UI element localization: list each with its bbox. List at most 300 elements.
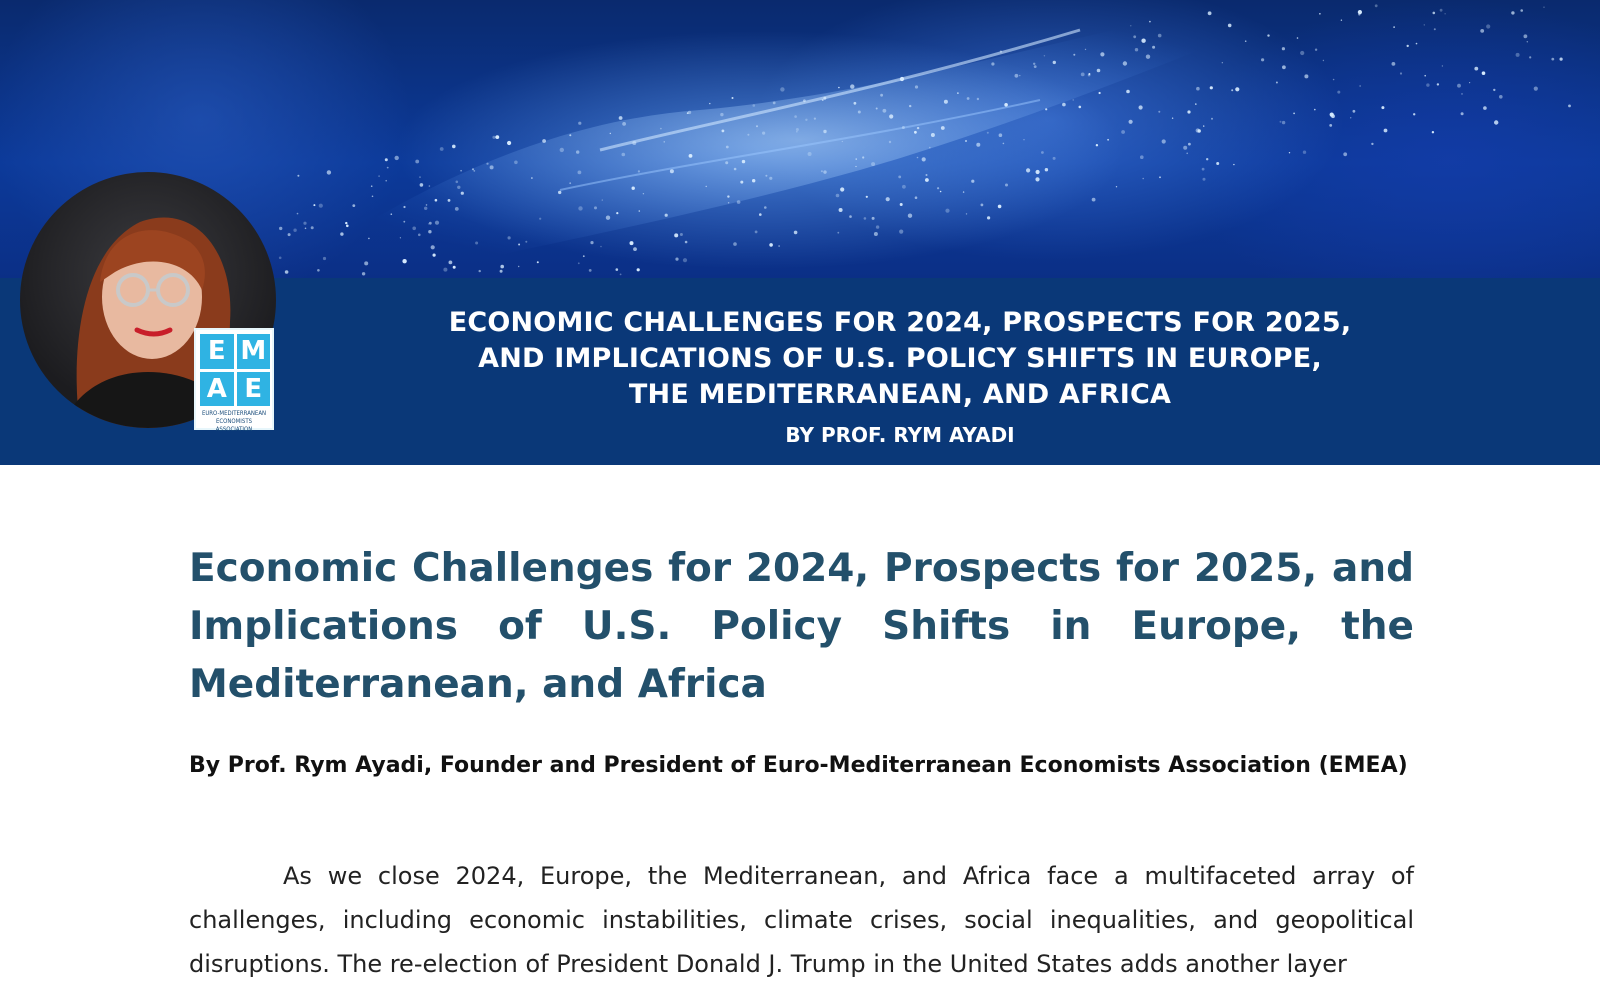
sparkle-particle xyxy=(1005,184,1008,187)
sparkle-particle xyxy=(1276,82,1278,84)
sparkle-particle xyxy=(874,232,878,236)
sparkle-particle xyxy=(606,216,610,220)
sparkle-particle xyxy=(1282,65,1286,69)
sparkle-particle xyxy=(728,202,729,203)
sparkle-particle xyxy=(610,133,611,134)
logo-letter: M xyxy=(237,334,271,369)
sparkle-particle xyxy=(1196,87,1200,91)
sparkle-particle xyxy=(418,234,421,237)
sparkle-particle xyxy=(500,270,503,273)
sparkle-particle xyxy=(898,176,901,179)
sparkle-particle xyxy=(963,191,964,192)
sparkle-particle xyxy=(452,145,456,149)
sparkle-particle xyxy=(507,141,511,145)
sparkle-particle xyxy=(900,77,904,81)
sparkle-particle xyxy=(400,237,401,238)
sparkle-particle xyxy=(742,160,745,163)
sparkle-particle xyxy=(929,147,931,149)
sparkle-particle xyxy=(1123,61,1127,65)
sparkle-particle xyxy=(899,230,903,234)
sparkle-particle xyxy=(1392,62,1396,66)
article-paragraph: As we close 2024, Europe, the Mediterranean, and Africa face a multifaceted array of challenges, including economic instabilities, climate crises, social inequalities, and geopolitical disruptions. The re-election of President Donald J. Trump in the United States adds another layer xyxy=(189,862,1414,978)
sparkle-particle xyxy=(808,152,812,156)
sparkle-particle xyxy=(689,154,693,158)
sparkle-particle xyxy=(1304,74,1308,78)
sparkle-particle xyxy=(576,150,579,153)
sparkle-particle xyxy=(945,209,949,213)
sparkle-particle xyxy=(889,114,893,118)
sparkle-particle xyxy=(1159,176,1161,178)
sparkle-particle xyxy=(764,206,767,209)
sparkle-particle xyxy=(1529,56,1531,58)
sparkle-particle xyxy=(940,191,942,193)
sparkle-particle xyxy=(1261,58,1264,61)
sparkle-particle xyxy=(762,132,765,135)
sparkle-particle xyxy=(987,132,989,134)
sparkle-particle xyxy=(303,222,306,225)
sparkle-particle xyxy=(460,170,462,172)
sparkle-particle xyxy=(1341,20,1342,21)
sparkle-particle xyxy=(937,187,939,189)
sparkle-particle xyxy=(1534,87,1538,91)
sparkle-particle xyxy=(537,261,539,263)
sparkle-particle xyxy=(854,102,857,105)
sparkle-particle xyxy=(1033,63,1035,65)
sparkle-particle xyxy=(734,168,737,171)
sparkle-particle xyxy=(999,133,1003,137)
sparkle-particle xyxy=(1129,120,1133,124)
sparkle-particle xyxy=(1186,153,1188,155)
sparkle-particle xyxy=(1121,130,1125,134)
sparkle-particle xyxy=(1228,24,1232,28)
sparkle-particle xyxy=(1267,34,1269,36)
sparkle-particle xyxy=(759,213,762,216)
sparkle-particle xyxy=(1130,25,1131,26)
sparkle-particle xyxy=(385,158,388,161)
banner-title-line: ECONOMIC CHALLENGES FOR 2024, PROSPECTS FOR 2025, xyxy=(448,307,1352,338)
sparkle-particle xyxy=(1337,91,1340,94)
sparkle-particle xyxy=(279,257,282,260)
sparkle-particle xyxy=(412,227,416,231)
sparkle-particle xyxy=(391,213,393,215)
sparkle-particle xyxy=(1445,13,1446,14)
sparkle-particle xyxy=(917,127,919,129)
sparkle-particle xyxy=(633,247,637,251)
sparkle-particle xyxy=(443,268,447,272)
sparkle-particle xyxy=(709,103,710,104)
sparkle-particle xyxy=(569,134,571,136)
sparkle-particle xyxy=(915,85,918,88)
sparkle-particle xyxy=(518,266,519,267)
sparkle-particle xyxy=(1062,103,1066,107)
sparkle-particle xyxy=(594,206,597,209)
sparkle-particle xyxy=(600,246,602,248)
sparkle-particle xyxy=(1543,7,1544,8)
sparkle-particle xyxy=(1315,49,1317,51)
sparkle-particle xyxy=(415,160,419,164)
sparkle-particle xyxy=(917,157,919,159)
sparkle-particle xyxy=(1235,87,1239,91)
sparkle-particle xyxy=(1297,37,1299,39)
sparkle-particle xyxy=(1416,43,1418,45)
sparkle-particle xyxy=(1195,103,1197,105)
sparkle-particle xyxy=(589,269,592,272)
sparkle-particle xyxy=(479,270,481,272)
sparkle-particle xyxy=(1158,111,1160,113)
sparkle-particle xyxy=(850,84,854,88)
sparkle-particle xyxy=(440,147,444,151)
sparkle-particle xyxy=(362,272,365,275)
sparkle-particle xyxy=(1426,83,1429,86)
sparkle-particle xyxy=(665,214,668,217)
sparkle-particle xyxy=(340,232,343,235)
sparkle-particle xyxy=(803,99,806,102)
sparkle-particle xyxy=(914,131,917,134)
sparkle-particle xyxy=(455,207,459,211)
sparkle-particle xyxy=(796,131,797,132)
sparkle-particle xyxy=(1211,118,1213,120)
sparkle-particle xyxy=(616,212,618,214)
sparkle-particle xyxy=(395,156,399,160)
sparkle-particle xyxy=(431,245,435,249)
sparkle-particle xyxy=(1140,155,1144,159)
sparkle-particle xyxy=(765,175,767,177)
sparkle-particle xyxy=(288,233,291,236)
sparkle-particle xyxy=(323,257,326,260)
sparkle-particle xyxy=(448,199,451,202)
sparkle-particle xyxy=(1152,46,1155,49)
sparkle-particle xyxy=(769,177,772,180)
sparkle-particle xyxy=(1333,79,1335,81)
sparkle-particle xyxy=(372,196,374,198)
sparkle-particle xyxy=(456,181,459,184)
sparkle-particle xyxy=(620,274,622,276)
sparkle-particle xyxy=(688,111,691,114)
sparkle-particle xyxy=(1073,54,1075,56)
sparkle-particle xyxy=(1323,60,1324,61)
sparkle-particle xyxy=(426,204,428,206)
logo-caption: EURO-MEDITERRANEAN ECONOMISTS ASSOCIATION xyxy=(201,410,267,433)
sparkle-particle xyxy=(1432,131,1434,133)
sparkle-particle xyxy=(1216,162,1219,165)
sparkle-particle xyxy=(902,185,906,189)
sparkle-particle xyxy=(578,262,580,264)
sparkle-particle xyxy=(371,185,373,187)
sparkle-particle xyxy=(1433,12,1436,15)
sparkle-particle xyxy=(1442,65,1443,66)
sparkle-particle xyxy=(871,162,875,166)
sparkle-particle xyxy=(902,126,905,129)
sparkle-particle xyxy=(1100,52,1104,56)
sparkle-particle xyxy=(966,213,967,214)
sparkle-particle xyxy=(1551,58,1554,61)
sparkle-particle xyxy=(1384,129,1388,133)
sparkle-particle xyxy=(977,98,979,100)
sparkle-particle xyxy=(1520,9,1523,12)
sparkle-particle xyxy=(858,111,861,114)
sparkle-particle xyxy=(1440,9,1443,12)
sparkle-particle xyxy=(319,204,323,208)
sparkle-particle xyxy=(643,193,644,194)
sparkle-particle xyxy=(805,119,807,121)
article-title: Economic Challenges for 2024, Prospects for 2025, and Implications of U.S. Policy Shifts in Europe, the Mediterranean, and Africa xyxy=(189,546,1414,707)
sparkle-particle xyxy=(1469,82,1470,83)
sparkle-particle xyxy=(849,215,852,218)
sparkle-particle xyxy=(1330,113,1334,117)
sparkle-particle xyxy=(922,157,926,161)
sparkle-particle xyxy=(1289,152,1290,153)
logo-letter: E xyxy=(237,372,271,407)
sparkle-particle xyxy=(732,97,734,99)
sparkle-particle xyxy=(839,208,843,212)
sparkle-particle xyxy=(435,199,438,202)
sparkle-particle xyxy=(622,153,626,157)
sparkle-particle xyxy=(385,180,387,182)
sparkle-particle xyxy=(490,165,494,169)
banner-title-line: THE MEDITERRANEAN, AND AFRICA xyxy=(628,379,1172,410)
sparkle-particle xyxy=(317,269,320,272)
sparkle-particle xyxy=(578,122,581,125)
sparkle-particle xyxy=(495,135,499,139)
sparkle-particle xyxy=(1088,74,1091,77)
sparkle-particle xyxy=(569,182,571,184)
sparkle-particle xyxy=(1375,4,1378,7)
sparkle-particle xyxy=(1044,55,1045,56)
emea-logo xyxy=(194,328,274,433)
sparkle-particle xyxy=(1413,113,1415,115)
sparkle-particle xyxy=(965,140,967,142)
sparkle-particle xyxy=(737,200,741,204)
sparkle-particle xyxy=(1019,75,1020,76)
sparkle-particle xyxy=(1343,152,1347,156)
sparkle-particle xyxy=(1196,128,1200,132)
sparkle-particle xyxy=(632,187,635,190)
sparkle-particle xyxy=(345,222,347,224)
sparkle-particle xyxy=(1139,105,1143,109)
sparkle-particle xyxy=(1381,106,1384,109)
article-byline: By Prof. Rym Ayadi, Founder and President of Euro-Mediterranean Economists Association (EMEA) xyxy=(189,753,1408,778)
sparkle-particle xyxy=(866,196,868,198)
sparkle-particle xyxy=(900,203,903,206)
sparkle-particle xyxy=(753,104,756,107)
sparkle-particle xyxy=(518,244,520,246)
sparkle-particle xyxy=(1314,109,1316,111)
sparkle-particle xyxy=(1486,24,1490,28)
sparkle-particle xyxy=(346,225,349,228)
sparkle-particle xyxy=(1023,139,1024,140)
sparkle-particle xyxy=(864,217,867,220)
sparkle-particle xyxy=(305,228,307,230)
sparkle-particle xyxy=(560,148,564,152)
sparkle-particle xyxy=(794,231,798,235)
sparkle-particle xyxy=(1400,72,1402,74)
sparkle-particle xyxy=(1183,146,1187,150)
sparkle-particle xyxy=(967,97,970,100)
sparkle-particle xyxy=(1097,69,1101,73)
sparkle-particle xyxy=(638,170,640,172)
sparkle-particle xyxy=(1300,51,1304,55)
sparkle-particle xyxy=(1081,73,1085,77)
sparkle-particle xyxy=(915,196,918,199)
sparkle-particle xyxy=(1208,11,1212,15)
sparkle-particle xyxy=(876,108,878,110)
sparkle-particle xyxy=(674,233,678,237)
sparkle-particle xyxy=(1035,177,1039,181)
sparkle-particle xyxy=(670,169,674,173)
sparkle-particle xyxy=(424,207,427,210)
sparkle-particle xyxy=(428,230,431,233)
sparkle-particle xyxy=(726,146,729,149)
sparkle-particle xyxy=(1483,106,1487,110)
sparkle-particle xyxy=(821,170,823,172)
banner-title xyxy=(300,305,1500,455)
sparkle-particle xyxy=(1494,120,1498,124)
sparkle-particle xyxy=(840,187,844,191)
sparkle-particle xyxy=(578,171,582,175)
sparkle-particle xyxy=(1133,35,1136,38)
sparkle-particle xyxy=(578,206,582,210)
sparkle-particle xyxy=(279,227,282,230)
sparkle-particle xyxy=(1036,170,1040,174)
sparkle-particle xyxy=(1172,118,1173,119)
sparkle-particle xyxy=(539,218,541,220)
sparkle-particle xyxy=(1004,103,1008,107)
sparkle-particle xyxy=(1053,61,1056,64)
sparkle-particle xyxy=(664,141,665,142)
sparkle-particle xyxy=(352,204,355,207)
banner-title-line: AND IMPLICATIONS OF U.S. POLICY SHIFTS IN EUROPE, xyxy=(478,343,1322,374)
sparkle-particle xyxy=(823,170,826,173)
sparkle-particle xyxy=(297,175,299,177)
banner-byline: BY PROF. RYM AYADI xyxy=(785,423,1015,447)
sparkle-particle xyxy=(1141,39,1145,43)
sparkle-particle xyxy=(475,242,478,245)
sparkle-particle xyxy=(1096,144,1098,146)
sparkle-particle xyxy=(419,176,421,178)
sparkle-particle xyxy=(542,139,546,143)
sparkle-particle xyxy=(1187,110,1190,113)
sparkle-particle xyxy=(1092,198,1096,202)
sparkle-particle xyxy=(1188,143,1191,146)
sparkle-particle xyxy=(1516,53,1520,57)
sparkle-particle xyxy=(1560,58,1563,61)
sparkle-particle xyxy=(639,210,641,212)
sparkle-particle xyxy=(931,133,935,137)
sparkle-particle xyxy=(472,168,474,170)
sparkle-particle xyxy=(908,214,912,218)
sparkle-particle xyxy=(1358,10,1362,14)
sparkle-particle xyxy=(461,192,464,195)
sparkle-particle xyxy=(630,241,634,245)
sparkle-particle xyxy=(285,270,289,274)
sparkle-particle xyxy=(862,156,864,158)
sparkle-particle xyxy=(1511,11,1514,14)
sparkle-particle xyxy=(1424,75,1426,77)
sparkle-particle xyxy=(622,122,626,126)
sparkle-particle xyxy=(1045,108,1047,110)
header-banner xyxy=(0,0,1600,465)
sparkle-particle xyxy=(1162,139,1166,143)
sparkle-particle xyxy=(1203,125,1204,126)
sparkle-particle xyxy=(1499,95,1503,99)
sparkle-particle xyxy=(632,141,636,145)
sparkle-particle xyxy=(876,225,879,228)
sparkle-particle xyxy=(364,261,368,265)
sparkle-particle xyxy=(1073,99,1074,100)
sparkle-particle xyxy=(1371,143,1373,145)
sparkle-particle xyxy=(449,261,453,265)
sparkle-particle xyxy=(773,102,776,105)
sparkle-particle xyxy=(1568,105,1571,108)
sparkle-particle xyxy=(616,268,619,271)
sparkle-particle xyxy=(1493,89,1495,91)
sparkle-particle xyxy=(976,143,980,147)
sparkle-particle xyxy=(822,99,824,101)
sparkle-particle xyxy=(836,194,840,198)
sparkle-particle xyxy=(971,180,974,183)
sparkle-particle xyxy=(429,185,431,187)
logo-letter: A xyxy=(200,372,234,407)
sparkle-particle xyxy=(1353,110,1356,113)
sparkle-particle xyxy=(525,241,527,243)
sparkle-particle xyxy=(1407,45,1409,47)
sparkle-particle xyxy=(837,232,839,234)
sparkle-particle xyxy=(1524,34,1528,38)
sparkle-particle xyxy=(926,174,928,176)
sparkle-particle xyxy=(1045,168,1048,171)
sparkle-particle xyxy=(1350,117,1351,118)
sparkle-particle xyxy=(1135,48,1138,51)
sparkle-particle xyxy=(378,175,380,177)
article xyxy=(189,540,1414,986)
sparkle-particle xyxy=(1282,121,1285,124)
sparkle-particle xyxy=(1293,113,1295,115)
sparkle-particle xyxy=(558,191,561,194)
sparkle-particle xyxy=(778,245,780,247)
sparkle-particle xyxy=(769,243,773,247)
sparkle-particle xyxy=(842,141,843,142)
sparkle-particle xyxy=(720,113,723,116)
sparkle-particle xyxy=(583,255,585,257)
sparkle-particle xyxy=(1527,41,1528,42)
sparkle-particle xyxy=(402,259,406,263)
sparkle-particle xyxy=(327,170,331,174)
sparkle-particle xyxy=(660,128,662,130)
sparkle-particle xyxy=(1146,55,1150,59)
sparkle-particle xyxy=(1329,124,1332,127)
sparkle-particle xyxy=(680,233,683,236)
sparkle-particle xyxy=(838,87,840,89)
sparkle-particle xyxy=(886,197,890,201)
sparkle-particle xyxy=(457,186,460,189)
sparkle-particle xyxy=(1231,89,1233,91)
sparkle-particle xyxy=(433,254,436,257)
sparkle-particle xyxy=(1480,29,1484,33)
sparkle-particle xyxy=(311,226,314,229)
sparkle-particle xyxy=(531,177,533,179)
sparkle-particle xyxy=(747,134,749,136)
sparkle-particle xyxy=(297,213,299,215)
sparkle-particle xyxy=(1107,139,1109,141)
sparkle-particle xyxy=(1474,67,1478,71)
sparkle-particle xyxy=(1303,151,1306,154)
sparkle-particle xyxy=(387,167,389,169)
sparkle-particle xyxy=(855,166,856,167)
sparkle-particle xyxy=(486,163,488,165)
sparkle-particle xyxy=(756,125,758,127)
sparkle-particle xyxy=(1482,71,1486,75)
sparkle-particle xyxy=(889,141,891,143)
